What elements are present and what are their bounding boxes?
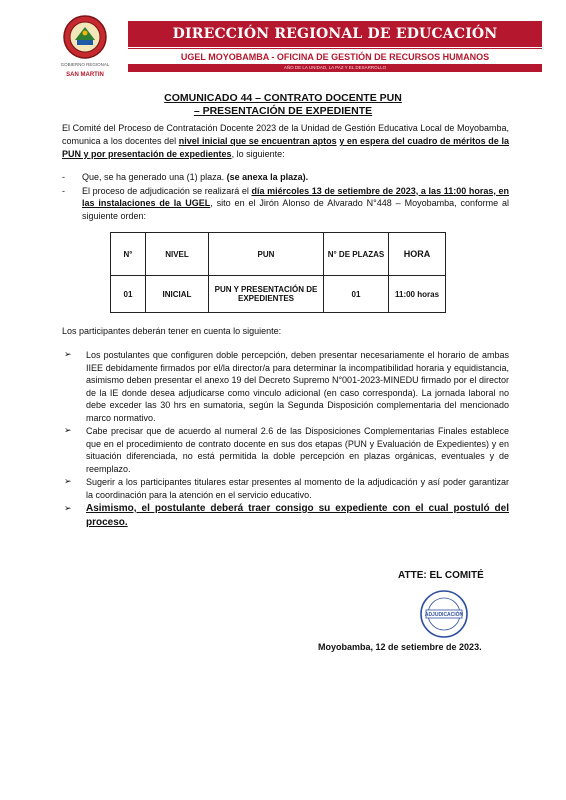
regional-government-logo — [62, 14, 108, 60]
notice-item-text: El proceso de adjudicación se realizará el — [82, 185, 252, 196]
cell-nivel: INICIAL — [146, 276, 209, 313]
requirement-item: ➢ Cabe precisar que de acuerdo al numeral 2.6 de las Disposiciones Complementarias Finales establece que en el procedimiento de contrato docente en sus dos etapas (PUN y Evaluación de Expedientes) y en situación diferenciada, no está permitida la doble percepción en plazas orgánicas, eventuales y de reemplazo. — [62, 425, 509, 475]
header-cell-number: N° — [111, 233, 146, 276]
notice-item-plaza — [62, 171, 509, 184]
requirement-item: ➢ Los postulantes que configuren doble percepción, deben presentar necesariamente el horario de ambas IIEE debidamente firmados por el/la director/a para determinar la incompatibilidad horaria y equidistancia, asimismo deben presentar el anexo 19 del Decreto Supremo N°001-2023-MINEDU firmado por el director de la IE donde desea adjudicarse como vinculo adicional (en caso corresponda). La jornada laboral no debe exceder las 30 hrs en sumatoria, según la Segunda Disposición complementaria del mencionado marco normativo. — [62, 349, 509, 424]
requirement-item-emphasis: ➢ Asimismo, el postulante deberá traer consigo su expediente con el cual postuló del proceso. — [62, 502, 509, 530]
header-subtitle: UGEL MOYOBAMBA - OFICINA DE GESTIÓN DE RECURSOS HUMANOS — [128, 48, 542, 65]
cell-pun: PUN Y PRESENTACIÓN DE EXPEDIENTES — [209, 276, 324, 313]
notice-item-text: , sito en el Jirón Alonso de Alvarado N°448 – Moyobamba, conforme al siguiente orden: — [82, 198, 509, 221]
paragraph-highlight-2: y en espera del cuadro de méritos de la PUN y por presentación de expedientes — [62, 136, 509, 159]
notice-item-adjudicacion — [62, 185, 509, 223]
cell-hora: 11:00 horas — [389, 276, 446, 313]
document-title — [120, 92, 446, 118]
stamp-text: ADJUDICACIÓN — [424, 612, 464, 618]
committee-stamp — [418, 588, 470, 640]
title-line-2: – PRESENTACIÓN DE EXPEDIENTE — [193, 105, 373, 117]
header-cell-plazas: N° DE PLAZAS — [324, 233, 389, 276]
notice-list — [62, 171, 509, 223]
requirements-list — [62, 349, 509, 531]
cell-plazas: 01 — [324, 276, 389, 313]
logo-caption: GOBIERNO REGIONAL — [60, 62, 110, 67]
requirement-item: ➢ Sugerir a los participantes titulares estar presentes al momento de la adjudicación y así poder garantizar la coordinación para la atención en el servicio educativo. — [62, 476, 509, 501]
intro-paragraph — [62, 122, 509, 161]
schedule-table — [110, 232, 446, 313]
header-cell-hora: HORA — [389, 233, 446, 276]
document-date: Moyobamba, 12 de setiembre de 2023. — [318, 642, 482, 652]
paragraph-highlight-1: nivel inicial que se encuentran aptos — [178, 136, 337, 146]
notice-item-bold: (se anexa la plaza). — [226, 172, 309, 182]
signature-label: ATTE: EL COMITÉ — [398, 570, 484, 581]
paragraph-text-3: , lo siguiente: — [231, 149, 285, 159]
participants-intro: Los participantes deberán tener en cuenta lo siguiente: — [62, 326, 282, 336]
table-row — [111, 276, 446, 313]
header-cell-pun: PUN — [209, 233, 324, 276]
header-motto: AÑO DE LA UNIDAD, LA PAZ Y EL DESARROLLO — [128, 64, 542, 72]
table-header-row — [111, 233, 446, 276]
logo-subcaption: SAN MARTIN — [66, 72, 104, 78]
header-cell-nivel: NIVEL — [146, 233, 209, 276]
title-line-1: COMUNICADO 44 – CONTRATO DOCENTE PUN — [164, 92, 402, 104]
notice-item-highlight: día miércoles 13 de setiembre de 2023, a las 11:00 horas, en las instalaciones de la UGEL — [82, 185, 509, 208]
cell-number: 01 — [111, 276, 146, 313]
paragraph-text-1: El Comité del Proceso de Contratación Docente 2023 de la Unidad de Gestión Educativa Local de Moyobamba, comunica a los docentes del — [62, 123, 509, 146]
header-title: DIRECCIÓN REGIONAL DE EDUCACIÓN — [128, 21, 542, 47]
notice-item-text: Que, se ha generado una (1) plaza. — [82, 172, 227, 182]
